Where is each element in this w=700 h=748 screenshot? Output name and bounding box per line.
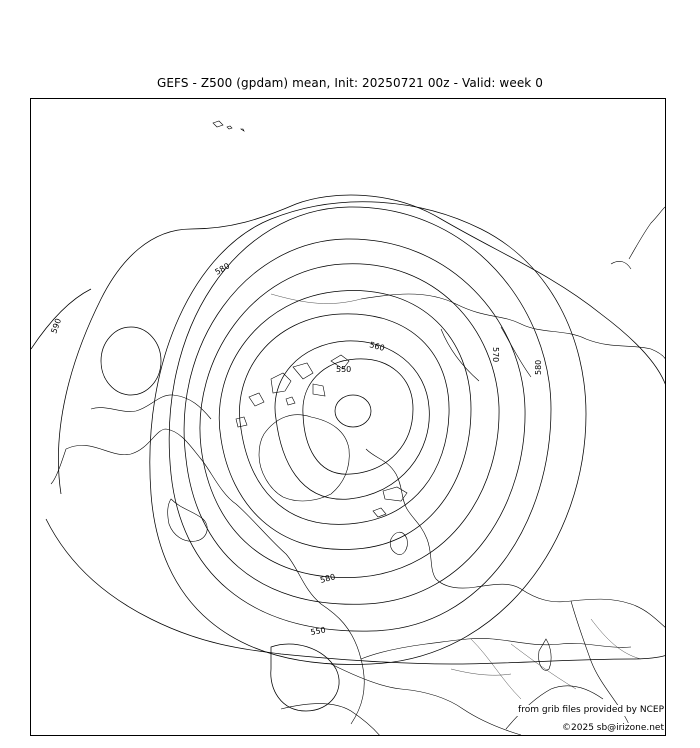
contour-label: 580 [319, 572, 337, 585]
copyright-credit: ©2025 sb@irizone.net [562, 723, 664, 733]
coast-north-africa [281, 704, 381, 736]
contour-south [46, 519, 666, 664]
contour-560 [239, 314, 449, 525]
coast-alaska [91, 395, 211, 419]
contour-label: 590 [49, 317, 64, 335]
coast-japan [611, 207, 665, 269]
coast-aleutian [213, 121, 244, 131]
coast-arctic-islands [236, 355, 352, 427]
contour-low-center [335, 395, 371, 427]
contour-label: 550 [336, 365, 352, 374]
borders [271, 294, 641, 699]
contour-550 [275, 341, 429, 499]
contour-west-edge [31, 289, 91, 349]
map-canvas [31, 99, 666, 736]
coastlines [51, 121, 666, 736]
contour-575 [184, 239, 525, 604]
contour-590 [58, 195, 666, 494]
contour-label: 570 [491, 347, 500, 363]
z500-contours [31, 195, 666, 711]
contour-label: 560 [368, 340, 386, 353]
data-source-credit: from grib files provided by NCEP [518, 705, 664, 715]
coast-north-america [51, 429, 364, 724]
contour-high-west [101, 327, 161, 395]
coast-mediterranean [331, 638, 631, 735]
contour-label: 580 [534, 359, 543, 375]
map-title: GEFS - Z500 (gpdam) mean, Init: 20250721 00z - Valid: week 0 [156, 76, 544, 90]
contour-565 [219, 291, 471, 550]
contour-label: 580 [213, 261, 232, 277]
map-frame [30, 98, 666, 736]
contour-570 [200, 264, 499, 578]
contour-label: 550 [309, 625, 327, 637]
coast-hudson-bay [168, 499, 208, 541]
contour-540 [303, 359, 413, 474]
coast-asia [361, 294, 666, 381]
contour-labels [49, 261, 543, 637]
